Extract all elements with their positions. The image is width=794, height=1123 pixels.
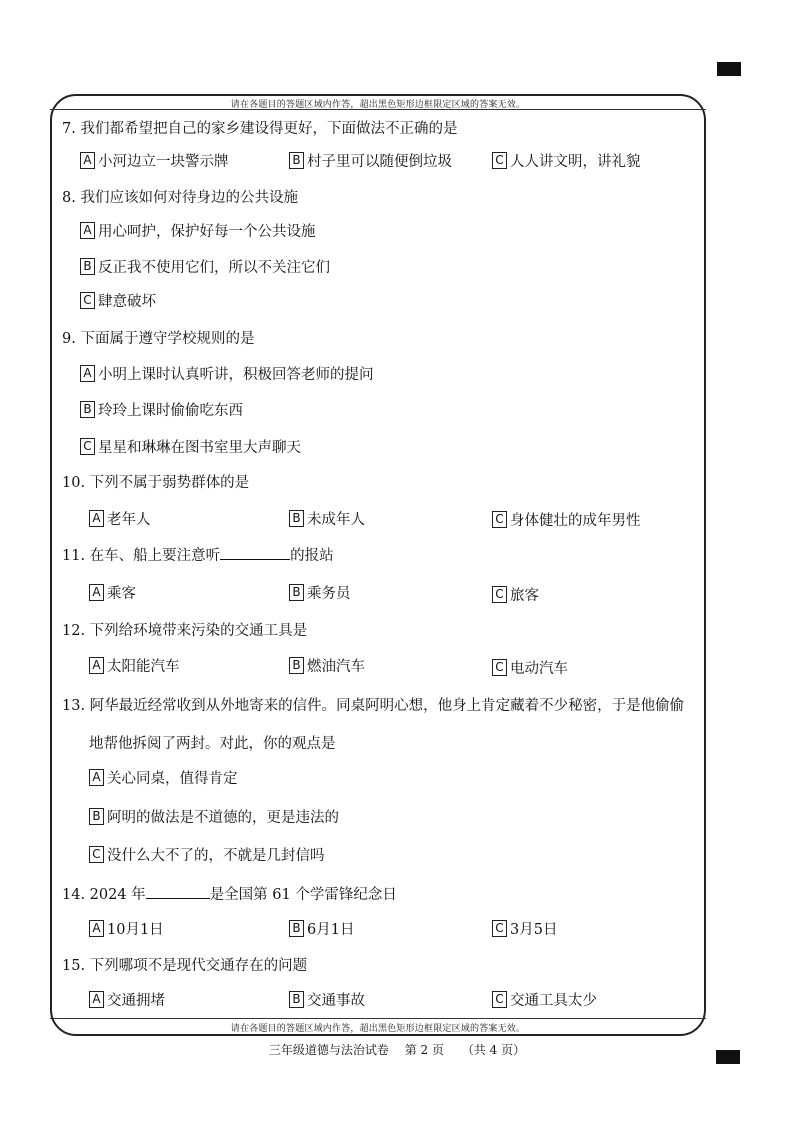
question-8-option-b[interactable]: B 反正我不使用它们，所以不关注它们 xyxy=(80,256,330,277)
registration-marker-top xyxy=(717,62,741,76)
question-8-stem: 8. 我们应该如何对待身边的公共设施 xyxy=(62,190,298,206)
question-13-option-a[interactable]: A 关心同桌，值得肯定 xyxy=(89,767,238,788)
page-number: 第 2 页 xyxy=(404,1043,444,1057)
exam-title: 三年级道德与法治试卷 xyxy=(268,1043,389,1057)
question-10-stem: 10. 下列不属于弱势群体的是 xyxy=(62,475,250,491)
question-10-option-c[interactable]: C 身体健壮的成年男性 xyxy=(492,509,641,530)
question-13-stem-line2: 地帮他拆阅了两封。对此，你的观点是 xyxy=(89,736,336,752)
notice-divider-bottom xyxy=(50,1018,706,1019)
question-15-option-a[interactable]: A 交通拥堵 xyxy=(89,989,165,1010)
question-9-stem: 9. 下面属于遵守学校规则的是 xyxy=(62,331,255,347)
question-14-option-b[interactable]: B 6月1日 xyxy=(289,918,354,939)
question-11-blank[interactable] xyxy=(220,544,290,560)
question-12-option-b[interactable]: B 燃油汽车 xyxy=(289,655,365,676)
question-7-option-c[interactable]: C 人人讲文明，讲礼貌 xyxy=(492,150,641,171)
question-12-stem: 12. 下列给环境带来污染的交通工具是 xyxy=(62,623,308,639)
question-12-option-a[interactable]: A 太阳能汽车 xyxy=(89,655,180,676)
question-13-stem: 13. 阿华最近经常收到从外地寄来的信件。同桌阿明心想，他身上肯定藏着不少秘密，于是他偷偷 xyxy=(62,698,685,714)
question-9-option-b[interactable]: B 玲玲上课时偷偷吃东西 xyxy=(80,399,243,420)
question-13-option-b[interactable]: B 阿明的做法是不道德的，更是违法的 xyxy=(89,806,339,827)
page-footer xyxy=(0,1041,794,1058)
question-11-option-a[interactable]: A 乘客 xyxy=(89,582,136,603)
notice-divider-top xyxy=(50,109,706,110)
page-total: （共 4 页） xyxy=(461,1043,526,1057)
question-12-option-c[interactable]: C 电动汽车 xyxy=(492,657,568,678)
question-14-option-c[interactable]: C 3月5日 xyxy=(492,918,557,939)
question-9-option-a[interactable]: A 小明上课时认真听讲，积极回答老师的提问 xyxy=(80,363,374,384)
question-14-option-a[interactable]: A 10月1日 xyxy=(89,918,164,939)
answer-area-notice-bottom: 请在各题目的答题区域内作答，超出黑色矩形边框限定区域的答案无效。 xyxy=(230,1024,526,1034)
question-15-option-b[interactable]: B 交通事故 xyxy=(289,989,365,1010)
question-9-option-c[interactable]: C 星星和琳琳在图书室里大声聊天 xyxy=(80,436,301,457)
question-14-stem: 14. 2024 年 是全国第 61 个学雷锋纪念日 xyxy=(62,883,397,904)
question-10-option-a[interactable]: A 老年人 xyxy=(89,508,151,529)
answer-area-notice-top: 请在各题目的答题区域内作答，超出黑色矩形边框限定区域的答案无效。 xyxy=(230,100,526,110)
question-15-option-c[interactable]: C 交通工具太少 xyxy=(492,989,597,1010)
question-11-option-c[interactable]: C 旅客 xyxy=(492,584,539,605)
question-13-option-c[interactable]: C 没什么大不了的，不就是几封信吗 xyxy=(89,844,325,865)
question-7-stem: 7. 我们都希望把自己的家乡建设得更好，下面做法不正确的是 xyxy=(62,121,458,137)
question-7-option-b[interactable]: B 村子里可以随便倒垃圾 xyxy=(289,150,452,171)
question-11-option-b[interactable]: B 乘务员 xyxy=(289,582,351,603)
question-8-option-a[interactable]: A 用心呵护，保护好每一个公共设施 xyxy=(80,220,316,241)
question-8-option-c[interactable]: C 肆意破坏 xyxy=(80,290,156,311)
question-14-blank[interactable] xyxy=(146,883,210,899)
question-15-stem: 15. 下列哪项不是现代交通存在的问题 xyxy=(62,958,308,974)
question-10-option-b[interactable]: B 未成年人 xyxy=(289,508,365,529)
question-7-option-a[interactable]: A 小河边立一块警示牌 xyxy=(80,150,229,171)
question-11-stem: 11. 在车、船上要注意听 的报站 xyxy=(62,544,334,565)
